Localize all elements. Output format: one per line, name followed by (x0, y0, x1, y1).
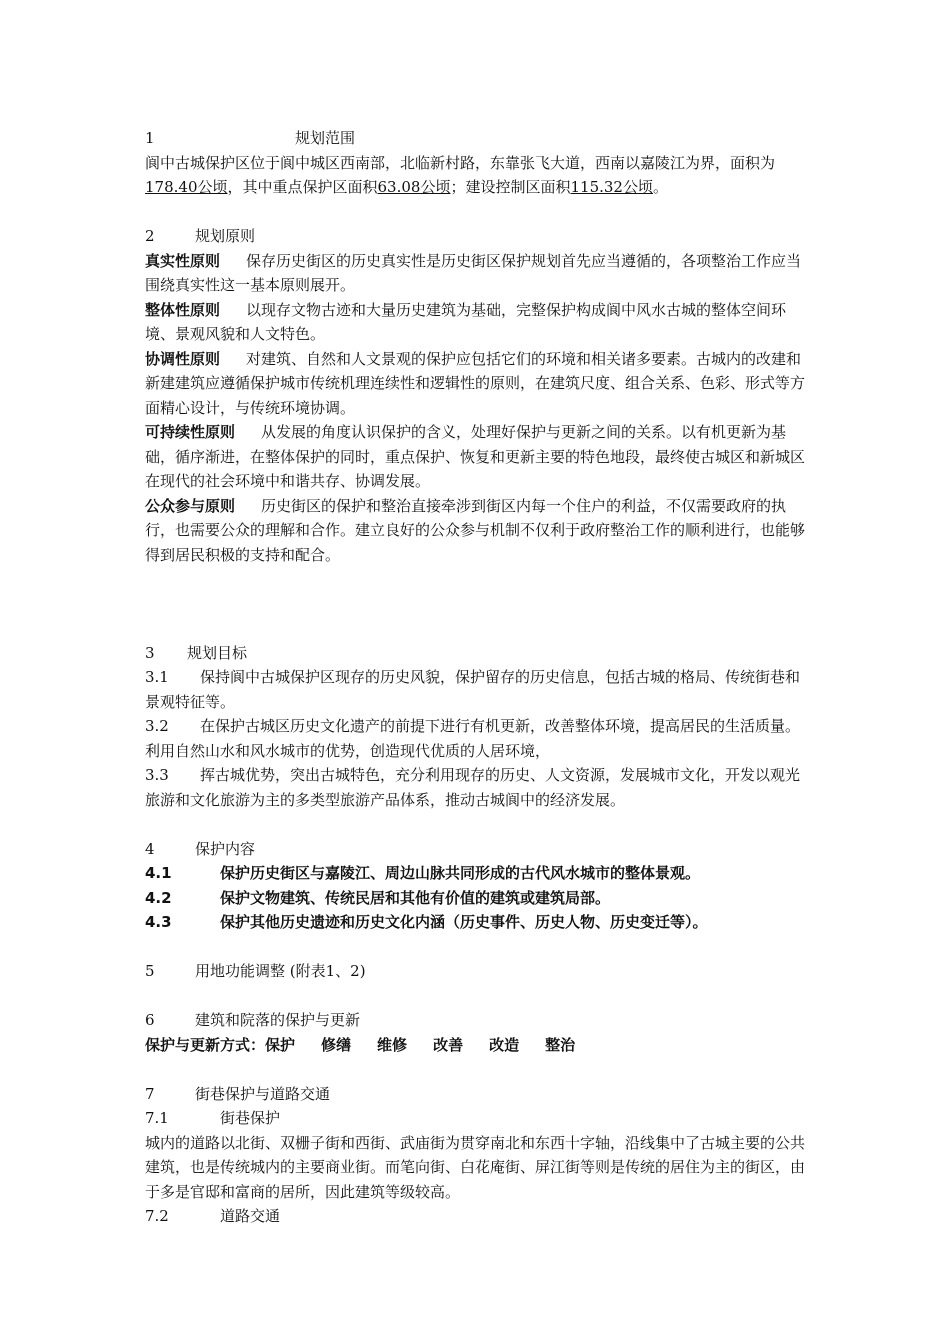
section-title: 用地功能调整 (附表1、2) (195, 962, 366, 980)
principle-paragraph (145, 420, 810, 494)
area-key: 63.08公顷 (377, 178, 451, 196)
modes-label: 保护与更新方式： (145, 1035, 266, 1054)
body-text: ；建设控制区面积 (450, 178, 571, 196)
goal-item (145, 714, 810, 763)
principle-paragraph (145, 347, 810, 421)
mode-item: 保护 (265, 1035, 296, 1054)
principle-text: 历史街区的保护和整治直接牵涉到街区内每一个住户的利益，不仅需要政府的执行，也需要公众的理解和合作。建立良好的公众参与机制不仅利于政府整治工作的顺利进行，也能够得到居民积极的支持和配合。 (145, 496, 806, 564)
principle-label: 公众参与原则 (145, 496, 236, 515)
section-1-heading (145, 126, 810, 151)
principle-paragraph (145, 298, 810, 347)
mode-item: 维修 (377, 1035, 408, 1054)
item-number: 4.1 (145, 864, 172, 882)
subsection-title: 街巷保护 (220, 1109, 281, 1127)
item-number: 4.3 (145, 913, 172, 931)
principle-text: 以现存文物古迹和大量历史建筑为基础，完整保护构成阆中风水古城的整体空间环境、景观风貌和人文特色。 (145, 300, 787, 343)
section-6-heading (145, 1008, 810, 1033)
item-text: 在保护古城区历史文化遗产的前提下进行有机更新，改善整体环境，提高居民的生活质量。利用自然山水和风水城市的优势，创造现代优质的人居环境， (145, 717, 801, 760)
principle-label: 协调性原则 (145, 349, 221, 368)
mode-item: 整治 (545, 1035, 576, 1054)
document-page (145, 126, 810, 1229)
modes-line (145, 1033, 810, 1058)
item-number: 4.2 (145, 888, 172, 907)
body-text: ，其中重点保护区面积 (227, 178, 378, 196)
principle-paragraph (145, 494, 810, 568)
section-title: 街巷保护与道路交通 (195, 1084, 331, 1103)
subsection-heading (145, 1204, 810, 1229)
mode-item: 改造 (489, 1035, 520, 1054)
subsection-body: 城内的道路以北街、双栅子街和西街、武庙街为贯穿南北和东西十字轴，沿线集中了古城主要的公共建筑，也是传统城内的主要商业街。而笔向街、白花庵街、屏江街等则是传统的居住为主的街区，由于多是官邸和富商的居所，因此建筑等级较高。 (145, 1133, 806, 1201)
section-number: 1 (145, 129, 155, 147)
section-number: 5 (145, 962, 155, 980)
section-number: 7 (145, 1084, 155, 1103)
item-number: 3.3 (145, 766, 169, 784)
section-2-heading (145, 224, 810, 249)
area-ctrl: 115.32公顷 (570, 178, 653, 196)
section-title: 建筑和院落的保护与更新 (195, 1011, 361, 1029)
area-total: 178.40公顷 (145, 178, 228, 196)
item-text: 保护文物建筑、传统民居和其他有价值的建筑或建筑局部。 (220, 888, 611, 907)
section-title: 规划原则 (195, 227, 256, 245)
section-title: 规划目标 (187, 643, 248, 662)
principle-text: 从发展的角度认识保护的含义，处理好保护与更新之间的关系。以有机更新为基础，循序渐进，在整体保护的同时，重点保护、恢复和更新主要的特色地段，最终使古城区和新城区在现代的社会环境中和谐共存、协调发展。 (145, 423, 806, 490)
section-5-heading (145, 959, 810, 984)
section-3-heading (145, 641, 810, 666)
principle-text: 保存历史街区的历史真实性是历史街区保护规划首先应当遵循的，各项整治工作应当围绕真实性这一基本原则展开。 (145, 251, 802, 294)
section-number: 6 (145, 1011, 155, 1029)
item-text: 挥古城优势，突出古城特色，充分利用现存的历史、人文资源，发展城市文化，开发以观光旅游和文化旅游为主的多类型旅游产品体系，推动古城阆中的经济发展。 (145, 766, 801, 809)
section-number: 3 (145, 643, 155, 662)
section-number: 2 (145, 227, 155, 245)
section-1-body (145, 151, 810, 200)
section-title: 保护内容 (195, 839, 256, 858)
goal-item (145, 665, 810, 714)
subsection-number: 7.1 (145, 1109, 169, 1127)
item-text: 保护其他历史遗迹和历史文化内涵（历史事件、历史人物、历史变迁等）。 (220, 913, 708, 931)
principle-label: 整体性原则 (145, 300, 221, 319)
goal-item (145, 763, 810, 812)
section-title: 规划范围 (295, 129, 356, 147)
section-number: 4 (145, 839, 155, 858)
content-item (145, 910, 810, 935)
mode-item: 修缮 (321, 1035, 352, 1054)
section-7-heading (145, 1082, 810, 1107)
principle-text: 对建筑、自然和人文景观的保护应包括它们的环境和相关诸多要素。古城内的改建和新建建筑应遵循保护城市传统机理连续性和逻辑性的原则，在建筑尺度、组合关系、色彩、形式等方面精心设计，与传统环境协调。 (145, 349, 806, 417)
body-text: 阆中古城保护区位于阆中城区西南部，北临新村路，东靠张飞大道，西南以嘉陵江为界，面积为 (145, 153, 776, 172)
content-item (145, 886, 810, 911)
subsection-title: 道路交通 (220, 1207, 281, 1225)
section-4-heading (145, 837, 810, 862)
mode-item: 改善 (433, 1035, 464, 1054)
principle-label: 真实性原则 (145, 251, 221, 270)
item-number: 3.2 (145, 717, 169, 735)
subsection-number: 7.2 (145, 1207, 169, 1225)
content-item (145, 861, 810, 886)
principle-paragraph (145, 249, 810, 298)
principle-label: 可持续性原则 (145, 423, 236, 441)
item-text: 保持阆中古城保护区现存的历史风貌，保护留存的历史信息，包括古城的格局、传统街巷和景观特征等。 (145, 668, 801, 711)
subsection-heading (145, 1106, 810, 1131)
body-text: 。 (652, 178, 668, 196)
item-number: 3.1 (145, 668, 169, 686)
item-text: 保护历史街区与嘉陵江、周边山脉共同形成的古代风水城市的整体景观。 (220, 864, 701, 882)
